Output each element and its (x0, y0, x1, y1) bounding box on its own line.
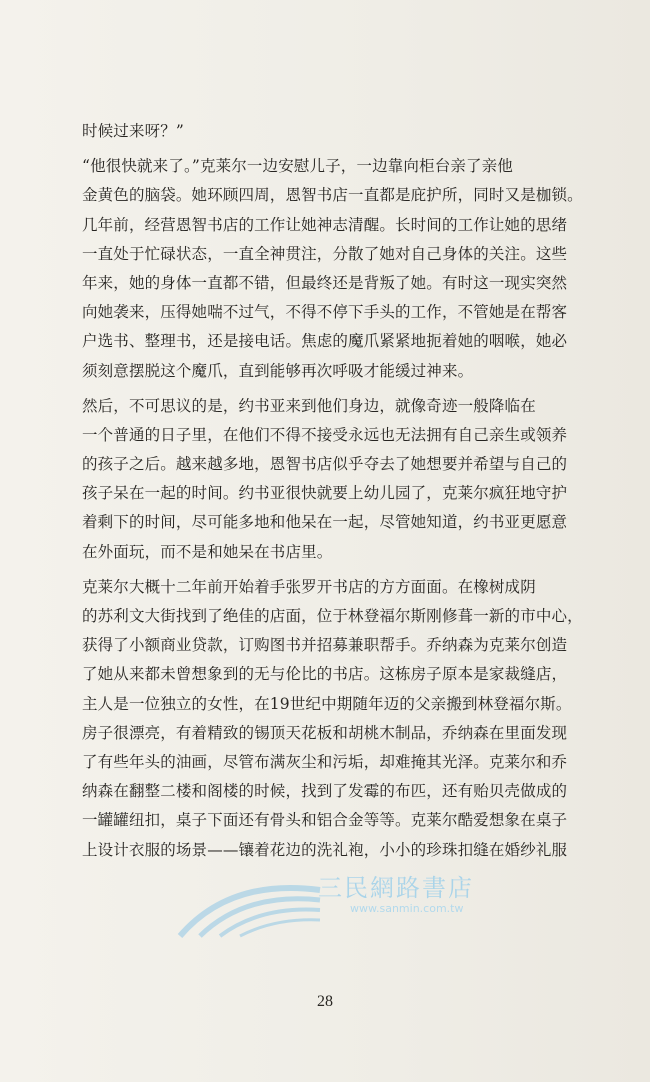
text-line: 一罐罐纽扣，桌子下面还有骨头和铝合金等等。克莱尔酷爱想象在桌子 (82, 811, 568, 830)
text-line: 上设计衣服的场景——镶着花边的洗礼袍，小小的珍珠扣缝在婚纱礼服 (82, 840, 568, 859)
text-line: “他很快就来了。”克莱尔一边安慰儿子，一边靠向柜台亲了亲他 (82, 157, 513, 176)
text-line: 获得了小额商业贷款，订购图书并招募兼职帮手。乔纳森为克莱尔创造 (82, 636, 568, 655)
text-line: 了有些年头的油画，尽管布满灰尘和污垢，却难掩其光泽。克莱尔和乔 (82, 752, 568, 771)
page-number: 28 (317, 993, 333, 1010)
text-line: 金黄色的脑袋。她环顾四周，恩智书店一直都是庇护所，同时又是枷锁。 (82, 186, 583, 205)
text-line: 克莱尔大概十二年前开始着手张罗开书店的方方面面。在橡树成阴 (82, 577, 536, 596)
text-line: 一个普通的日子里，在他们不得不接受永远也无法拥有自己亲生或领养 (82, 425, 568, 444)
body-text (82, 117, 583, 865)
text-line: 几年前，经营恩智书店的工作让她神志清醒。长时间的工作让她的思绪 (82, 215, 568, 234)
text-line: 房子很漂亮，有着精致的锡顶天花板和胡桃木制品，乔纳森在里面发现 (82, 723, 568, 742)
text-line: 在外面玩，而不是和她呆在书店里。 (82, 542, 333, 561)
text-line: 的苏利文大街找到了绝佳的店面，位于林登福尔斯刚修葺一新的市中心， (82, 607, 583, 625)
text-line: 着剩下的时间，尽可能多地和他呆在一起，尽管她知道，约书亚更愿意 (82, 513, 568, 532)
text-line: 主人是一位独立的女性，在19世纪中期随年迈的父亲搬到林登福尔斯。 (82, 694, 572, 713)
watermark-url: www.sanmin.com.tw (350, 902, 464, 915)
text-line: 一直处于忙碌状态，一直全神贯注，分散了她对自己身体的关注。这些 (82, 244, 568, 263)
text-line: 年来，她的身体一直都不错，但最终还是背叛了她。有时这一现实突然 (82, 273, 568, 292)
text-line: 须刻意摆脱这个魔爪，直到能够再次呼吸才能缓过神来。 (82, 361, 474, 380)
text-line: 时候过来呀？” (82, 122, 184, 140)
text-line: 纳森在翻整二楼和阁楼的时候，找到了发霉的布匹，还有贻贝壳做成的 (82, 782, 568, 801)
watermark-text: 三民網路書店 (318, 874, 474, 902)
text-line: 户选书、整理书，还是接电话。焦虑的魔爪紧紧地扼着她的咽喉，她必 (82, 332, 568, 351)
text-line: 的孩子之后。越来越多地，恩智书店似乎夺去了她想要并希望与自己的 (82, 455, 568, 474)
text-line: 然后，不可思议的是，约书亚来到他们身边，就像奇迹一般降临在 (82, 396, 536, 415)
text-line: 了她从来都未曾想象到的无与伦比的书店。这栋房子原本是家裁缝店， (82, 665, 568, 684)
text-line: 向她袭来，压得她喘不过气，不得不停下手头的工作，不管她是在帮客 (82, 303, 568, 322)
text-line: 孩子呆在一起的时间。约书亚很快就要上幼儿园了，克莱尔疯狂地守护 (82, 484, 568, 503)
